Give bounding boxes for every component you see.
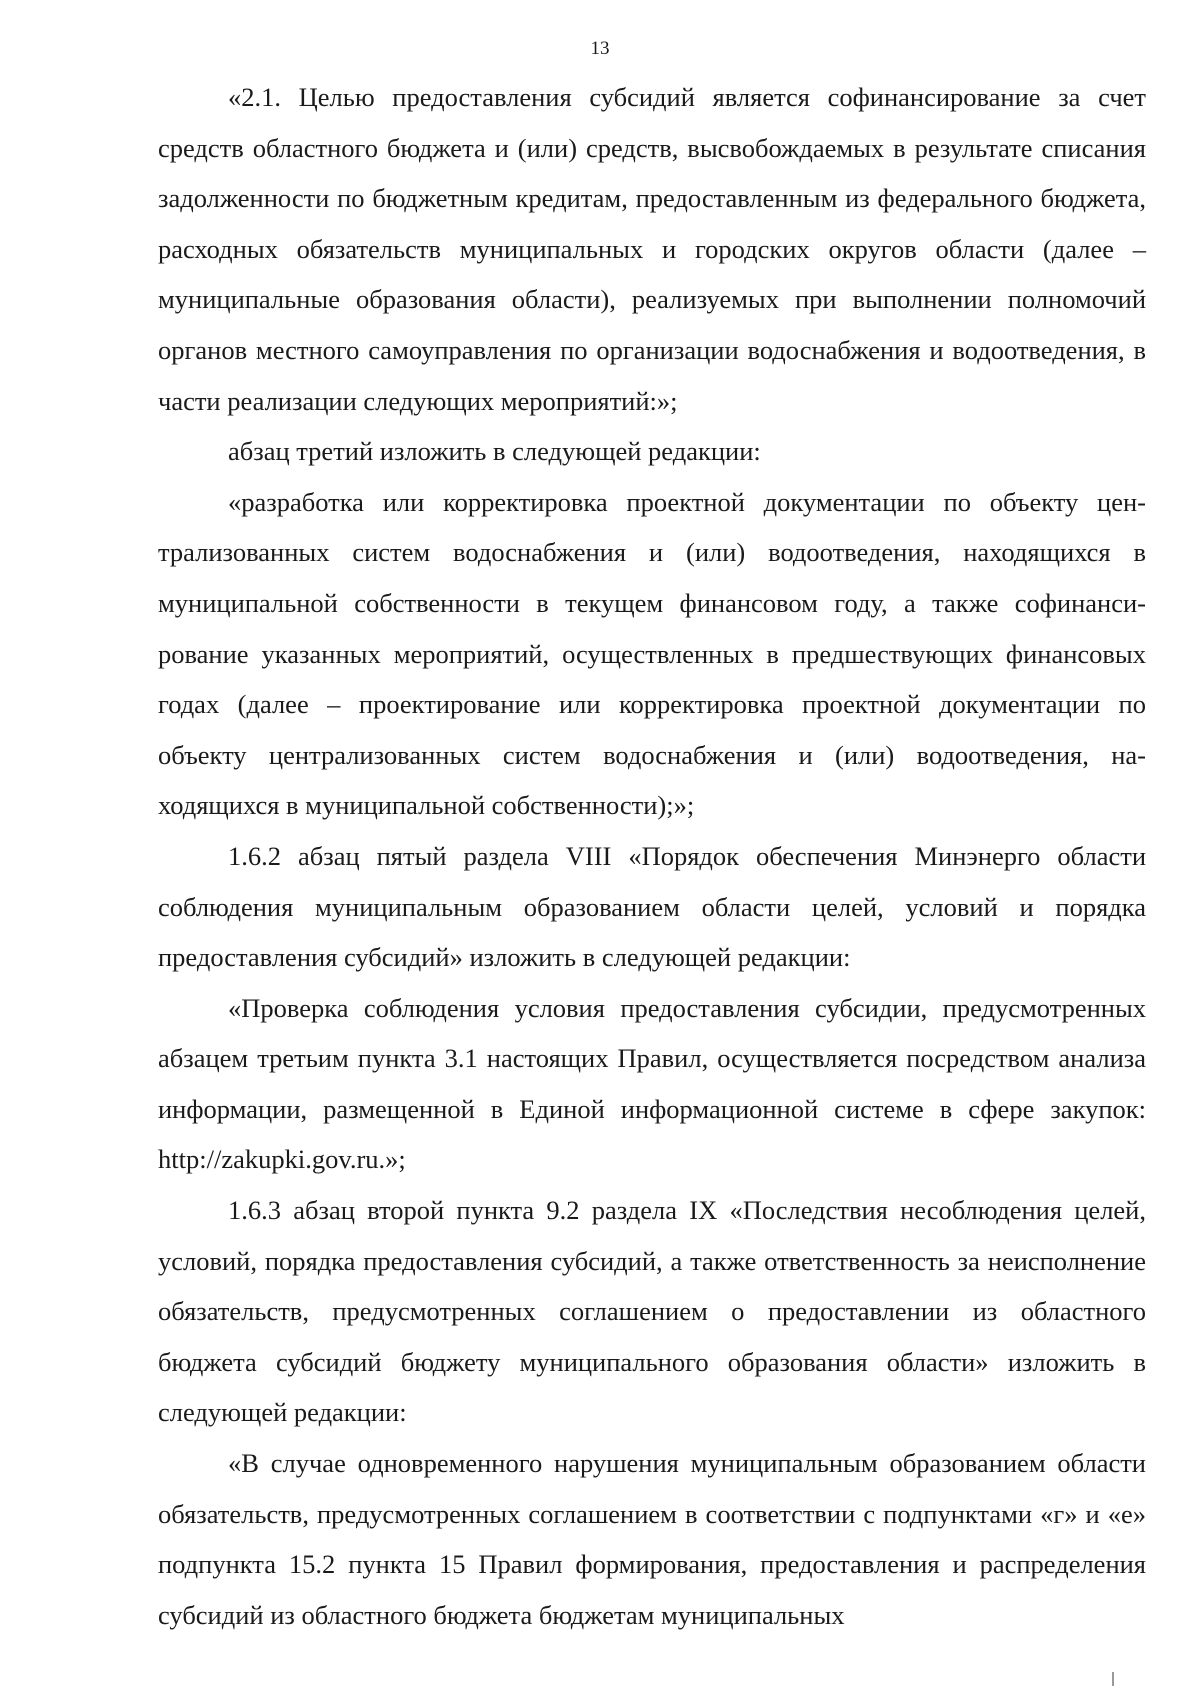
scan-margin-mark [1112, 1672, 1114, 1686]
paragraph-subsidy-purpose: «2.1. Целью предоставления субсидий является софинансирование за счет средств областного бюджета и (или) средств, высвобождаемых в результате списания задолженности по бюджетным кредитам, предоставленным из федерального бюджета, расходных обязательств муниципальных и городских округов области (далее – муниципальные образования области), реализуемых при выполнении полномочий органов местного самоуправления по организации водоснабжения и водоотведения, в части реализации следующих мероприятий:»; [158, 82, 1146, 416]
paragraph-item-1-6-3: 1.6.3 абзац второй пункта 9.2 раздела IX «Последствия несоблюдения целей, условий, порядка предоставления субсидий, а также ответственность за неисполнение обязательств, предусмотренных соглашением о предоставлении из областного бюджета субсидий бюджету муниципального образования области» изложить в следующей редакции: [158, 1195, 1146, 1428]
paragraph-violation-case: «В случае одновременного нарушения муниципальным образованием области обязательств, предусмотренных соглашением в соответствии с подпунктами «г» и «е» подпункта 15.2 пункта 15 Правил формирования, предоставления и распределения субсидий из областного бюджета бюджетам муниципальных [158, 1448, 1146, 1630]
document-body [158, 72, 1146, 1640]
paragraph-third-amendment: абзац третий изложить в следующей редакции: [228, 436, 761, 467]
paragraph-item-1-6-2: 1.6.2 абзац пятый раздела VIII «Порядок обеспечения Минэнерго области соблюдения муниципальным образованием области целей, условий и порядка предоставления субсидий» изложить в следующей редакции: [158, 840, 1146, 973]
page-number: 13 [590, 38, 610, 59]
paragraph-compliance-check: «Проверка соблюдения условия предоставления субсидии, предусмотренных абзацем третьим пункта 3.1 настоящих Правил, осуществляется посредством анализа информации, размещенной в Единой информационной системе в сфере закупок: http://zakupki.gov.ru.»; [158, 992, 1146, 1175]
paragraph-design-documentation: «разработка или корректировка проектной документации по объекту централизованных систем водоснабжения и (или) водоотведения, находящихся в муниципальной собственности в текущем финансовом году, а также софинансирование указанных мероприятий, осуществленных в предшествующих финансовых годах (далее – проектирование или корректировка проектной документации по объекту централизованных систем водоснабжения и (или) водоотведения, находящихся в муниципальной собственности);»; [158, 486, 1146, 821]
